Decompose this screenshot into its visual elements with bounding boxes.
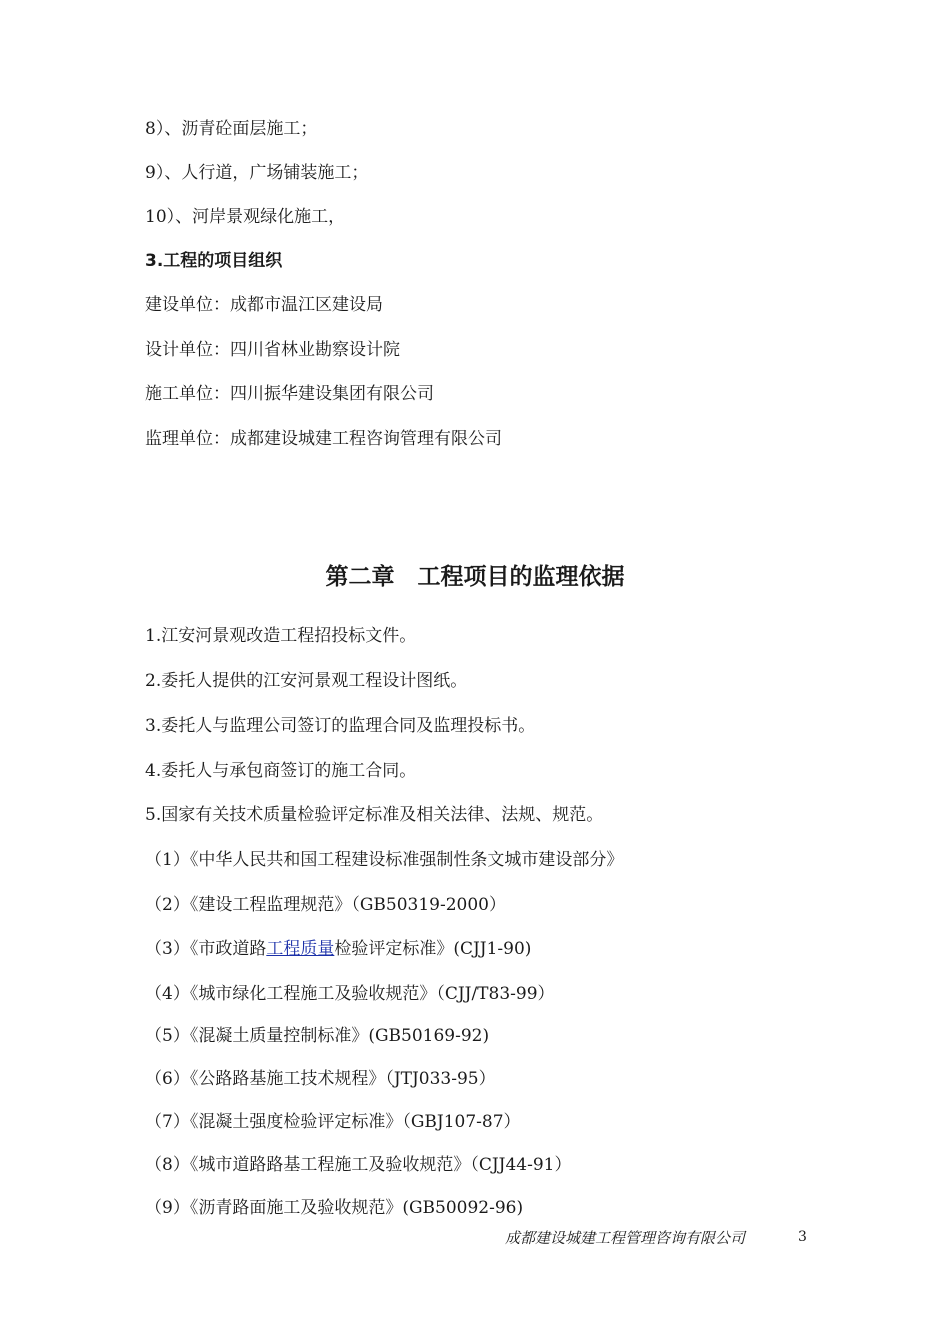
- design-unit: 设计单位：四川省林业勘察设计院: [145, 340, 400, 360]
- basis-item-3: 3.委托人与监理公司签订的监理合同及监理投标书。: [145, 716, 536, 736]
- standard-item-7: （7）《混凝土强度检验评定标准》（GBJ107-87）: [145, 1112, 521, 1132]
- standard-item-6: （6）《公路路基施工技术规程》（JTJ033-95）: [145, 1069, 496, 1089]
- construction-owner-unit: 建设单位：成都市温江区建设局: [145, 295, 383, 315]
- scope-item-8: 8）、沥青砼面层施工；: [145, 119, 318, 139]
- standard-item-8: （8）《城市道路路基工程施工及验收规范》（CJJ44-91）: [145, 1155, 572, 1175]
- basis-item-1: 1.江安河景观改造工程招投标文件。: [145, 626, 417, 646]
- standard-item-4: （4）《城市绿化工程施工及验收规范》（CJJ/T83-99）: [145, 984, 555, 1004]
- scope-item-10: 10）、河岸景观绿化施工，: [145, 207, 346, 227]
- engineering-quality-link[interactable]: 工程质量: [266, 939, 335, 959]
- scope-item-9: 9）、人行道，广场铺装施工；: [145, 163, 369, 183]
- basis-item-2: 2.委托人提供的江安河景观工程设计图纸。: [145, 671, 468, 691]
- section-heading-project-organization: 3.工程的项目组织: [145, 251, 283, 271]
- footer-company-name: 成都建设城建工程管理咨询有限公司: [505, 1229, 746, 1247]
- basis-item-5: 5.国家有关技术质量检验评定标准及相关法律、法规、规范。: [145, 805, 604, 825]
- standard-item-5: （5）《混凝土质量控制标准》(GB50169-92): [145, 1026, 490, 1046]
- supervision-unit: 监理单位：成都建设城建工程咨询管理有限公司: [145, 429, 502, 449]
- page-number: 3: [798, 1229, 807, 1245]
- contractor-unit: 施工单位：四川振华建设集团有限公司: [145, 384, 434, 404]
- chapter-title: 第二章 工程项目的监理依据: [325, 564, 625, 590]
- standard-item-9: （9）《沥青路面施工及验收规范》(GB50092-96): [145, 1198, 524, 1218]
- standard-item-2: （2）《建设工程监理规范》（GB50319-2000）: [145, 895, 506, 915]
- standard-item-3-suffix: 检验评定标准》(CJJ1-90): [334, 939, 532, 959]
- basis-item-4: 4.委托人与承包商签订的施工合同。: [145, 761, 417, 781]
- standard-item-3-prefix: （3）《市政道路: [145, 939, 267, 959]
- standard-item-1: （1）《中华人民共和国工程建设标准强制性条文城市建设部分》: [145, 850, 624, 870]
- standard-item-3: [145, 938, 531, 960]
